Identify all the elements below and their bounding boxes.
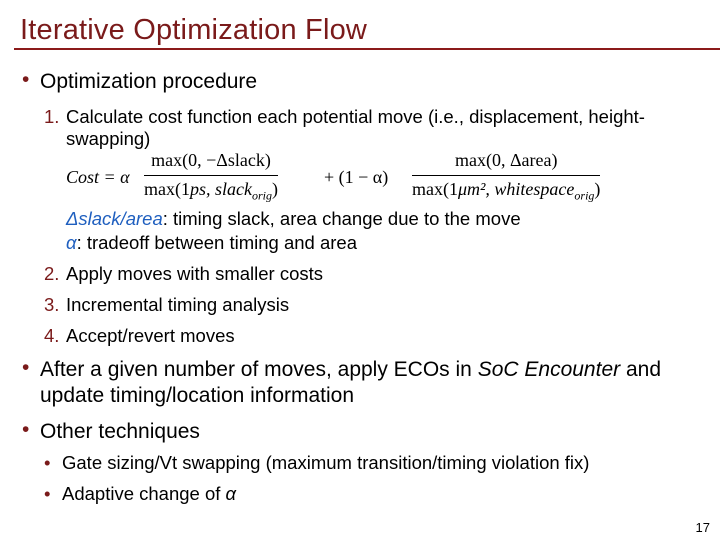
definition-alpha: α: tradeoff between timing and area <box>66 232 357 253</box>
bullet-marker: • <box>22 356 30 379</box>
bullet-eco-line-1: After a given number of moves, apply ECOs in SoC Encounter and <box>40 358 661 381</box>
area-denominator: max(1μm², whitespace$_{orig}$) <box>412 179 601 203</box>
sub-bullet-marker: • <box>44 483 51 504</box>
sub-bullet-gate-sizing: Gate sizing/Vt swapping (maximum transition/timing violation fix) <box>62 452 590 473</box>
fraction-bar <box>412 175 600 176</box>
step-2: Apply moves with smaller costs <box>66 263 324 284</box>
bullet-marker: • <box>22 68 30 91</box>
step-3: Incremental timing analysis <box>66 294 290 315</box>
equation-middle-term: + (1 − α) <box>324 167 389 187</box>
step-number-3: 3. <box>44 294 60 315</box>
title-divider <box>14 48 720 50</box>
step-number-1: 1. <box>44 106 60 127</box>
area-fraction <box>412 150 600 204</box>
step-1-line-2: swapping) <box>66 128 151 149</box>
step-number-4: 4. <box>44 325 60 346</box>
cost-equation <box>66 150 666 208</box>
bullet-other-techniques: Other techniques <box>40 420 200 443</box>
slide-title: Iterative Optimization Flow <box>20 14 368 46</box>
bullet-marker: • <box>22 418 30 441</box>
fraction-bar <box>144 175 278 176</box>
step-number-2: 2. <box>44 263 60 284</box>
page-number: 17 <box>695 520 710 535</box>
sub-bullet-adaptive-alpha: Adaptive change of α <box>62 483 237 504</box>
step-1-line-1: Calculate cost function each potential move (i.e., displacement, height- <box>66 106 645 127</box>
timing-numerator: max(0, −Δslack) <box>151 150 271 170</box>
timing-denominator: max(1ps, slack$_{orig}$) <box>144 179 278 203</box>
sub-bullet-marker: • <box>44 452 51 473</box>
definition-delta-slack-area: Δslack/area: timing slack, area change due to the move <box>66 208 521 229</box>
step-4: Accept/revert moves <box>66 325 235 346</box>
equation-lhs: Cost = α <box>66 167 130 187</box>
bullet-eco-line-2: update timing/location information <box>40 384 355 407</box>
timing-fraction <box>144 150 278 204</box>
area-numerator: max(0, Δarea) <box>454 150 558 170</box>
bullet-optimization-procedure: Optimization procedure <box>40 70 258 93</box>
